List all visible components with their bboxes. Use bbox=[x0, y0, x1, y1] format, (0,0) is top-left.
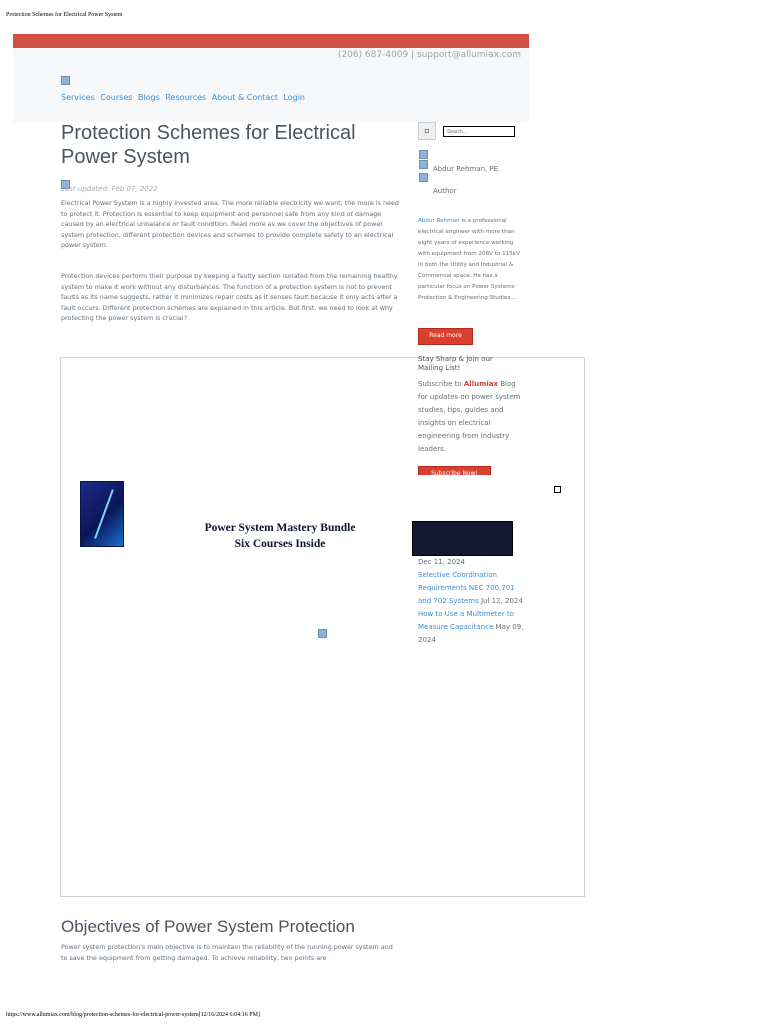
contact-info[interactable]: (206) 687-4009 | support@allumiax.com bbox=[337, 50, 521, 60]
broken-image-icon bbox=[419, 173, 428, 182]
author-bio-text: is a professional electrical engineer with more than eight years of experience working with equipment from 208V to 115kV in both the Utility and Industrial & Commercial space. He has a particular focus on Power Systems Protection & Engineering Studies.... bbox=[418, 218, 520, 301]
top-accent-bar bbox=[13, 34, 529, 48]
broken-image-icon bbox=[61, 76, 70, 85]
search-input[interactable] bbox=[443, 126, 515, 137]
bundle-title[interactable] bbox=[150, 520, 410, 552]
second-paragraph: Protection devices perform their purpose by keeping a faulty section isolated from the remaining healthy system to make it work without any disturbances. The function of a protection system is not to prevent faults as its name suggests, rather it minimizes repair costs as it senses fault because it only acts after a fault occurs. Different protection schemes are explained in this article. But first, we need to look at why protecting the power system is crucial? bbox=[61, 272, 398, 323]
mailing-list-heading: Stay Sharp & Join our Mailing List! bbox=[418, 355, 493, 372]
page-title: Protection Schemes for Electrical Power System bbox=[61, 122, 356, 168]
recent-post-link[interactable]: How to Use a Multimeter to Measure Capacitance bbox=[418, 610, 514, 631]
author-bio bbox=[418, 216, 524, 304]
nav-resources[interactable]: Resources bbox=[165, 93, 207, 102]
nav-courses[interactable]: Courses bbox=[100, 93, 133, 102]
recent-post-date: Jul 12, 2024 bbox=[480, 597, 523, 605]
nav-blogs[interactable]: Blogs bbox=[137, 93, 160, 102]
author-avatar bbox=[419, 167, 428, 186]
author-name: Abdur Rehman, PE bbox=[433, 165, 499, 173]
subscribe-brand: Allumiax bbox=[463, 380, 499, 388]
read-more-button[interactable]: Read more bbox=[418, 328, 473, 345]
subscribe-button-wrap bbox=[418, 466, 491, 475]
broken-image-icon bbox=[318, 629, 327, 638]
search-button[interactable] bbox=[418, 122, 436, 140]
subscribe-prefix: Subscribe to bbox=[418, 380, 464, 388]
print-header: Protection Schemes for Electrical Power System bbox=[6, 12, 123, 18]
bundle-title-line2: Six Courses Inside bbox=[234, 538, 326, 550]
recent-post-link[interactable]: Selective Coordination Requirements NEC 700,701 and 702 Systems bbox=[418, 571, 515, 605]
author-role: Author bbox=[433, 187, 457, 195]
recent-post-item bbox=[418, 608, 524, 647]
site-logo[interactable] bbox=[61, 70, 70, 89]
embed-image bbox=[318, 623, 327, 642]
intro-paragraph: Electrical Power System is a highly invested area. The more reliable electricity we want, the more is need to protect it. Protection is essential to keep equipment and personnel safe from any kind of damage caused by an electrical unbalance or fault condition. Read more as we cover the objectives of power system protection, different protection devices and schemes to provide complete safety to an electrical power system. bbox=[61, 199, 399, 250]
main-nav bbox=[61, 93, 308, 102]
close-widget-box[interactable] bbox=[554, 486, 561, 493]
nav-login[interactable]: Login bbox=[283, 93, 305, 102]
search-icon: ▫ bbox=[424, 126, 430, 135]
section-paragraph: Power system protection's main objective is to maintain the reliability of the running power system and to save the equipment from getting damaged. To achieve reliability, two points are bbox=[61, 943, 393, 962]
nav-services[interactable]: Services bbox=[61, 93, 95, 102]
subscribe-button[interactable]: Subscribe Now! bbox=[418, 466, 491, 475]
recent-post-date: Dec 11, 2024 bbox=[418, 558, 465, 566]
recent-post-item bbox=[418, 569, 524, 608]
subscribe-text bbox=[418, 378, 524, 456]
nav-about-contact[interactable]: About & Contact bbox=[211, 93, 278, 102]
subscribe-suffix: Blog for updates on power system studies, tips, guides and insights on electrical engineering from industry leaders. bbox=[418, 380, 521, 453]
bundle-title-line1: Power System Mastery Bundle bbox=[204, 522, 356, 534]
recent-post-date: May 09, 2024 bbox=[418, 623, 524, 644]
author-bio-link[interactable]: Abdur Rehman bbox=[418, 218, 460, 224]
print-footer: https://www.allumiax.com/blog/protection-schemes-for-electrical-power-system[12/16/2024 6:04:16 PM] bbox=[6, 1012, 260, 1018]
recent-posts bbox=[418, 556, 524, 647]
dark-banner-block bbox=[412, 521, 513, 556]
bundle-product-image[interactable] bbox=[80, 481, 124, 547]
section-heading: Objectives of Power System Protection bbox=[61, 917, 355, 936]
last-updated: Last updated: Feb 07, 2022 bbox=[61, 185, 158, 193]
